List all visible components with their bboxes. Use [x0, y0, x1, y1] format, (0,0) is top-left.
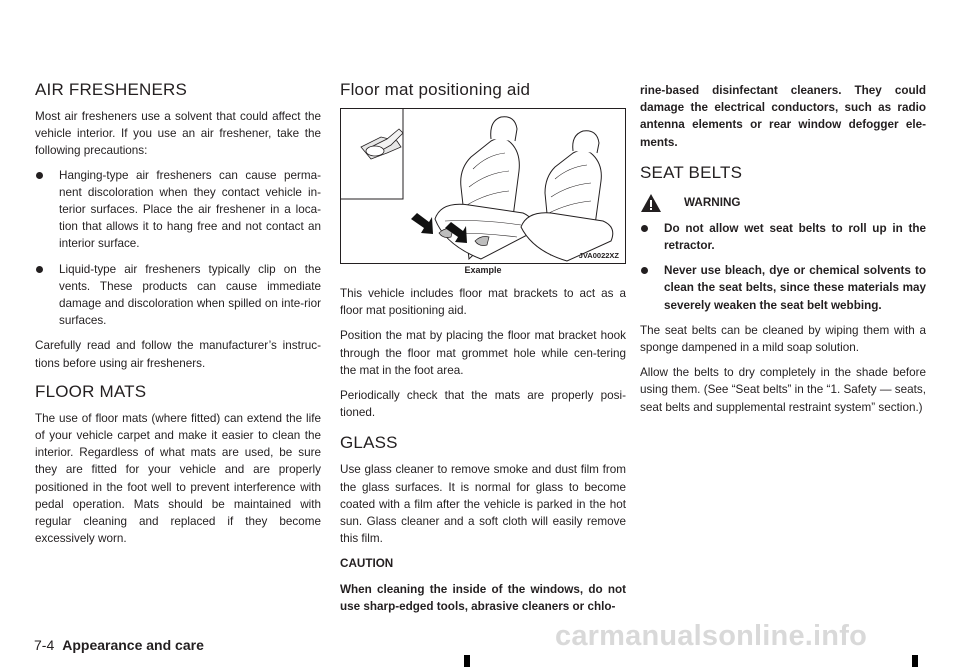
floor-mats-body: The use of floor mats (where fitted) can extend the life of your vehicle carpet and make it easier to clean the interior. Regardless of what mats are used, be sure they are fitted for your vehicle and are properly positioned in the foot well to prevent interference with pedal operation. Mats should be maintained with regular cleaning and replaced if they become excessively worn. [35, 411, 321, 546]
caution-text: When cleaning the inside of the windows, do not use sharp-edged tools, abrasive cleaners or chlo- [340, 582, 626, 613]
glass-heading: GLASS [340, 433, 398, 453]
floor-mat-para-2: Position the mat by placing the floor mat bracket hook through the floor mat grommet hole while cen-tering the mat in the foot area. [340, 329, 626, 377]
figure-code: JVA0022XZ [578, 251, 619, 260]
warning-header [640, 193, 926, 213]
page-number: 7-4 [34, 637, 55, 653]
list-item: Hanging-type air fresheners can cause perma-nent discoloration when they contact vehicle in-terior surfaces. Place the air freshener in a loca-tion that allows it to hang free and not contact an interior surface. [35, 167, 321, 253]
floor-mat-para-1: This vehicle includes floor mat brackets to act as a floor mat positioning aid. [340, 287, 626, 318]
page-footer [34, 637, 204, 653]
seats-illustration-icon [341, 109, 625, 263]
warning-list [640, 220, 926, 314]
glass-body: Use glass cleaner to remove smoke and dust film from the glass surfaces. It is normal for glass to become coated with a film after the vehicle is parked in the hot sun. Glass cleaner and a soft cloth will easily remove this film. [340, 463, 626, 546]
crop-mark [464, 655, 470, 667]
air-fresheners-intro: Most air fresheners use a solvent that could affect the vehicle interior. If you use an air freshener, take the following precautions: [35, 110, 321, 158]
floor-mat-figure [340, 108, 626, 264]
warning-triangle-icon [640, 193, 662, 213]
bullet-dot-icon [641, 225, 648, 232]
caution-continued: rine-based disinfectant cleaners. They could damage the electrical conductors, such as radio antenna elements or rear window defogger ele-ments. [640, 84, 926, 149]
warning-label: WARNING [684, 196, 741, 210]
watermark: carmanualsonline.info [555, 620, 867, 652]
floor-mat-positioning-heading: Floor mat positioning aid [340, 80, 531, 99]
column-left [35, 80, 321, 547]
floor-mats-heading: FLOOR MATS [35, 381, 147, 401]
bullet-dot-icon [36, 266, 43, 273]
section-name: Appearance and care [62, 637, 204, 653]
list-item: Never use bleach, dye or chemical solvents to clean the seat belts, since these materials may severely weaken the seat belt webbing. [640, 262, 926, 314]
crop-mark [912, 655, 918, 667]
column-right [640, 82, 926, 416]
list-item: Do not allow wet seat belts to roll up in the retractor. [640, 220, 926, 254]
air-fresheners-heading: AIR FRESHENERS [35, 80, 188, 99]
figure-caption: Example [464, 265, 502, 275]
seat-belts-para-2: Allow the belts to dry completely in the shade before using them. (See “Seat belts” in the “1. Safety — seats, seat belts and supplemental restraint system” section.) [640, 366, 926, 414]
bullet-dot-icon [36, 172, 43, 179]
air-fresheners-outro: Carefully read and follow the manufacturer’s instruc-tions before using air fresheners. [35, 339, 321, 370]
floor-mat-para-3: Periodically check that the mats are properly posi-tioned. [340, 389, 626, 420]
air-fresheners-list [35, 167, 321, 330]
bullet-dot-icon [641, 267, 648, 274]
column-middle [340, 80, 626, 615]
seat-belts-para-1: The seat belts can be cleaned by wiping them with a sponge dampened in a mild soap solution. [640, 323, 926, 355]
caution-label: CAUTION [340, 557, 394, 571]
list-item: Liquid-type air fresheners typically clip on the vents. These products can cause immediate damage and discoloration when spilled on inte-rior surfaces. [35, 261, 321, 330]
seat-belts-heading: SEAT BELTS [640, 162, 743, 182]
